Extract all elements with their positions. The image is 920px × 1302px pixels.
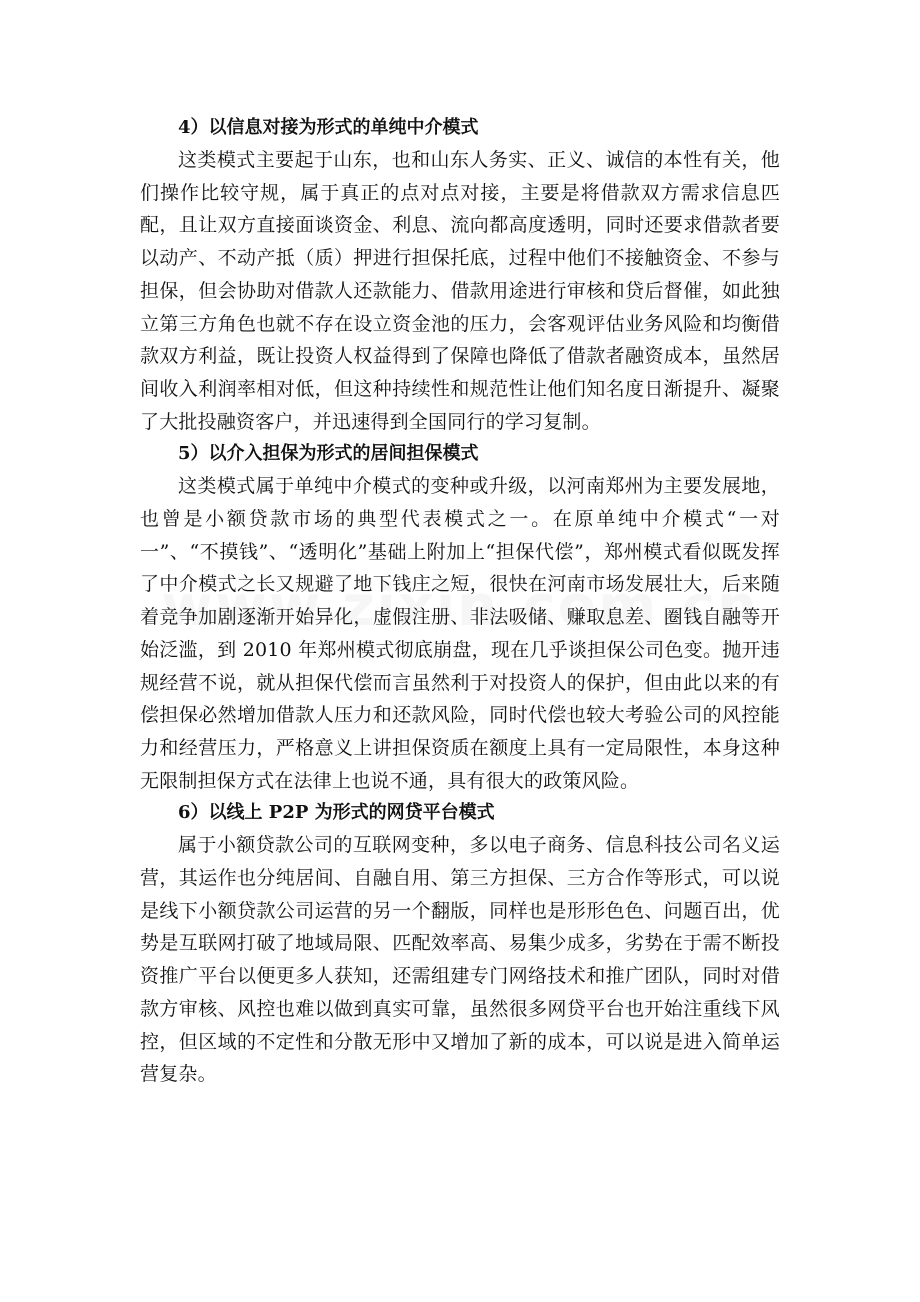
document-page [140,112,780,1091]
section-heading: 6）以线上 P2P 为形式的网贷平台模式 [178,802,495,824]
section-paragraph: 这类模式属于单纯中介模式的变种或升级，以河南郑州为主要发展地，也曾是小额贷款市场的典型代表模式之一。在原单纯中介模式“一对一”、“不摸钱”、“透明化”基础上附加上“担保代偿”，郑州模式看似既发挥了中介模式之长又规避了地下钱庄之短，很快在河南市场发展壮大，后来随着竞争加剧逐渐开始异化，虚假注册、非法吸储、赚取息差、圈钱自融等开始泛滥，到 2010 年郑州模式彻底崩盘，现在几乎谈担保公司色变。抛开违规经营不说，就从担保代偿而言虽然利于对投资人的保护，但由此以来的有偿担保必然增加借款人压力和还款风险，同时代偿也较大考验公司的风控能力和经营压力，严格意义上讲担保资质在额度上具有一定局限性，本身这种无限制担保方式在法律上也说不通，具有很大的政策风险。 [140,475,780,792]
section-paragraph: 这类模式主要起于山东，也和山东人务实、正义、诚信的本性有关，他们操作比较守规，属于真正的点对点对接，主要是将借款双方需求信息匹配，且让双方直接面谈资金、利息、流向都高度透明，同时还要求借款者要以动产、不动产抵（质）押进行担保托底，过程中他们不接触资金、不参与担保，但会协助对借款人还款能力、借款用途进行审核和贷后督催，如此独立第三方角色也就不存在设立资金池的压力，会客观评估业务风险和均衡借款双方利益，既让投资人权益得到了保障也降低了借款者融资成本，虽然居间收入利润率相对低，但这种持续性和规范性让他们知名度日渐提升、凝聚了大批投融资客户，并迅速得到全国同行的学习复制。 [140,149,780,433]
section-heading: 5）以介入担保为形式的居间担保模式 [178,443,479,465]
section-6 [140,797,780,1091]
section-paragraph: 属于小额贷款公司的互联网变种，多以电子商务、信息科技公司名义运营，其运作也分纯居间、自融自用、第三方担保、三方合作等形式，可以说是线下小额贷款公司运营的另一个翻版，同样也是形形色色、问题百出，优势是互联网打破了地域局限、匹配效率高、易集少成多，劣势在于需不断投资推广平台以便更多人获知，还需组建专门网络技术和推广团队，同时对借款方审核、风控也难以做到真实可靠，虽然很多网贷平台也开始注重线下风控，但区域的不定性和分散无形中又增加了新的成本，可以说是进入简单运营复杂。 [140,834,780,1086]
section-4 [140,112,780,438]
section-5 [140,438,780,797]
section-heading: 4）以信息对接为形式的单纯中介模式 [178,117,479,138]
